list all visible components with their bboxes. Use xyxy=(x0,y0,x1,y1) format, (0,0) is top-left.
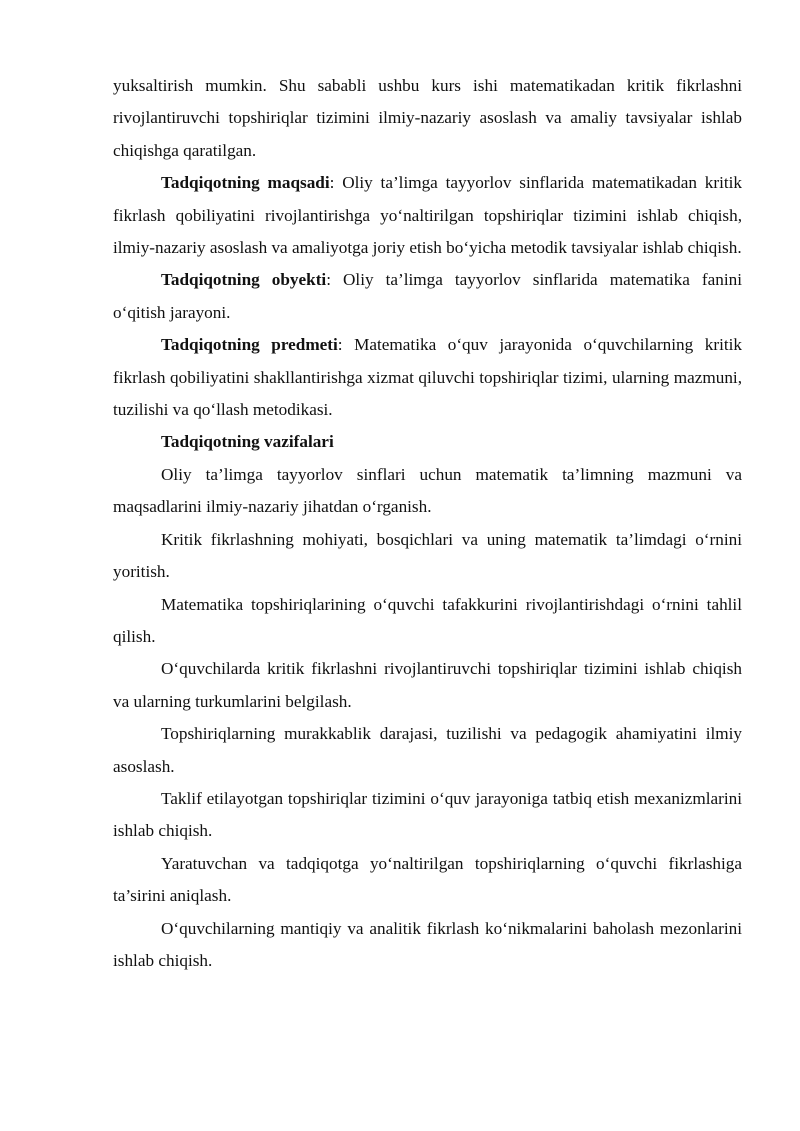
task-item: O‘quvchilarning mantiqiy va analitik fikrlash ko‘nikmalarini baholash mezonlarini ishlab chiqish. xyxy=(113,918,742,970)
task-item: O‘quvchilarda kritik fikrlashni rivojlantiruvchi topshiriqlar tizimini ishlab chiqish va ularning turkumlarini belgilash. xyxy=(113,659,742,711)
task-item: Oliy ta’limga tayyorlov sinflari uchun matematik ta’limning mazmuni va maqsadlarini ilmiy-nazariy jihatdan o‘rganish. xyxy=(113,464,742,517)
research-subject-label: Tadqiqotning predmeti xyxy=(161,335,338,355)
paragraph-intro-continuation: yuksaltirish mumkin. Shu sababli ushbu kurs ishi matematikadan kritik fikrlashni rivojlantiruvchi topshiriqlar tizimini ilmiy-nazariy asoslash va amaliy tavsiyalar ishlab chiqishga qaratilgan. xyxy=(113,76,742,160)
research-tasks-heading-text: Tadqiqotning vazifalari xyxy=(161,432,334,452)
research-goal-label: Tadqiqotning maqsadi xyxy=(161,173,330,193)
task-item: Taklif etilayotgan topshiriqlar tizimini o‘quv jarayoniga tatbiq etish mexanizmlarini ishlab chiqish. xyxy=(113,788,742,841)
task-item: Kritik fikrlashning mohiyati, bosqichlari va uning matematik ta’limdagi o‘rnini yoritish. xyxy=(113,529,742,582)
research-tasks-heading xyxy=(113,426,742,458)
document-page xyxy=(113,70,742,977)
research-subject-text: : Matematika o‘quv jarayonida o‘quvchilarning kritik fikrlash qobiliyatini shakllantirishga xizmat qiluvchi topshiriqlar tizimi, ularning mazmuni, tuzilishi va qo‘llash metodikasi. xyxy=(113,335,743,420)
research-object-text: : Oliy ta’limga tayyorlov sinflarida matematika fanini o‘qitish jarayoni. xyxy=(113,270,742,322)
research-goal-text: : Oliy ta’limga tayyorlov sinflarida matematikadan kritik fikrlash qobiliyatini rivojlantirishga yo‘naltirilgan topshiriqlar tizimini ishlab chiqish, ilmiy-nazariy asoslash va amaliyotga joriy etish bo‘yicha metodik tavsiyalar ishlab chiqish. xyxy=(113,173,742,258)
research-object-label: Tadqiqotning obyekti xyxy=(161,270,327,290)
paragraph-research-goal xyxy=(113,167,742,264)
task-item: Yaratuvchan va tadqiqotga yo‘naltirilgan topshiriqlarning o‘quvchi fikrlashiga ta’sirini aniqlash. xyxy=(113,853,742,906)
task-item: Matematika topshiriqlarining o‘quvchi tafakkurini rivojlantirishdagi o‘rnini tahlil qilish. xyxy=(113,594,742,646)
paragraph-research-subject xyxy=(113,329,742,426)
task-item: Topshiriqlarning murakkablik darajasi, tuzilishi va pedagogik ahamiyatini ilmiy asoslash. xyxy=(113,724,742,776)
paragraph-research-object xyxy=(113,264,742,329)
